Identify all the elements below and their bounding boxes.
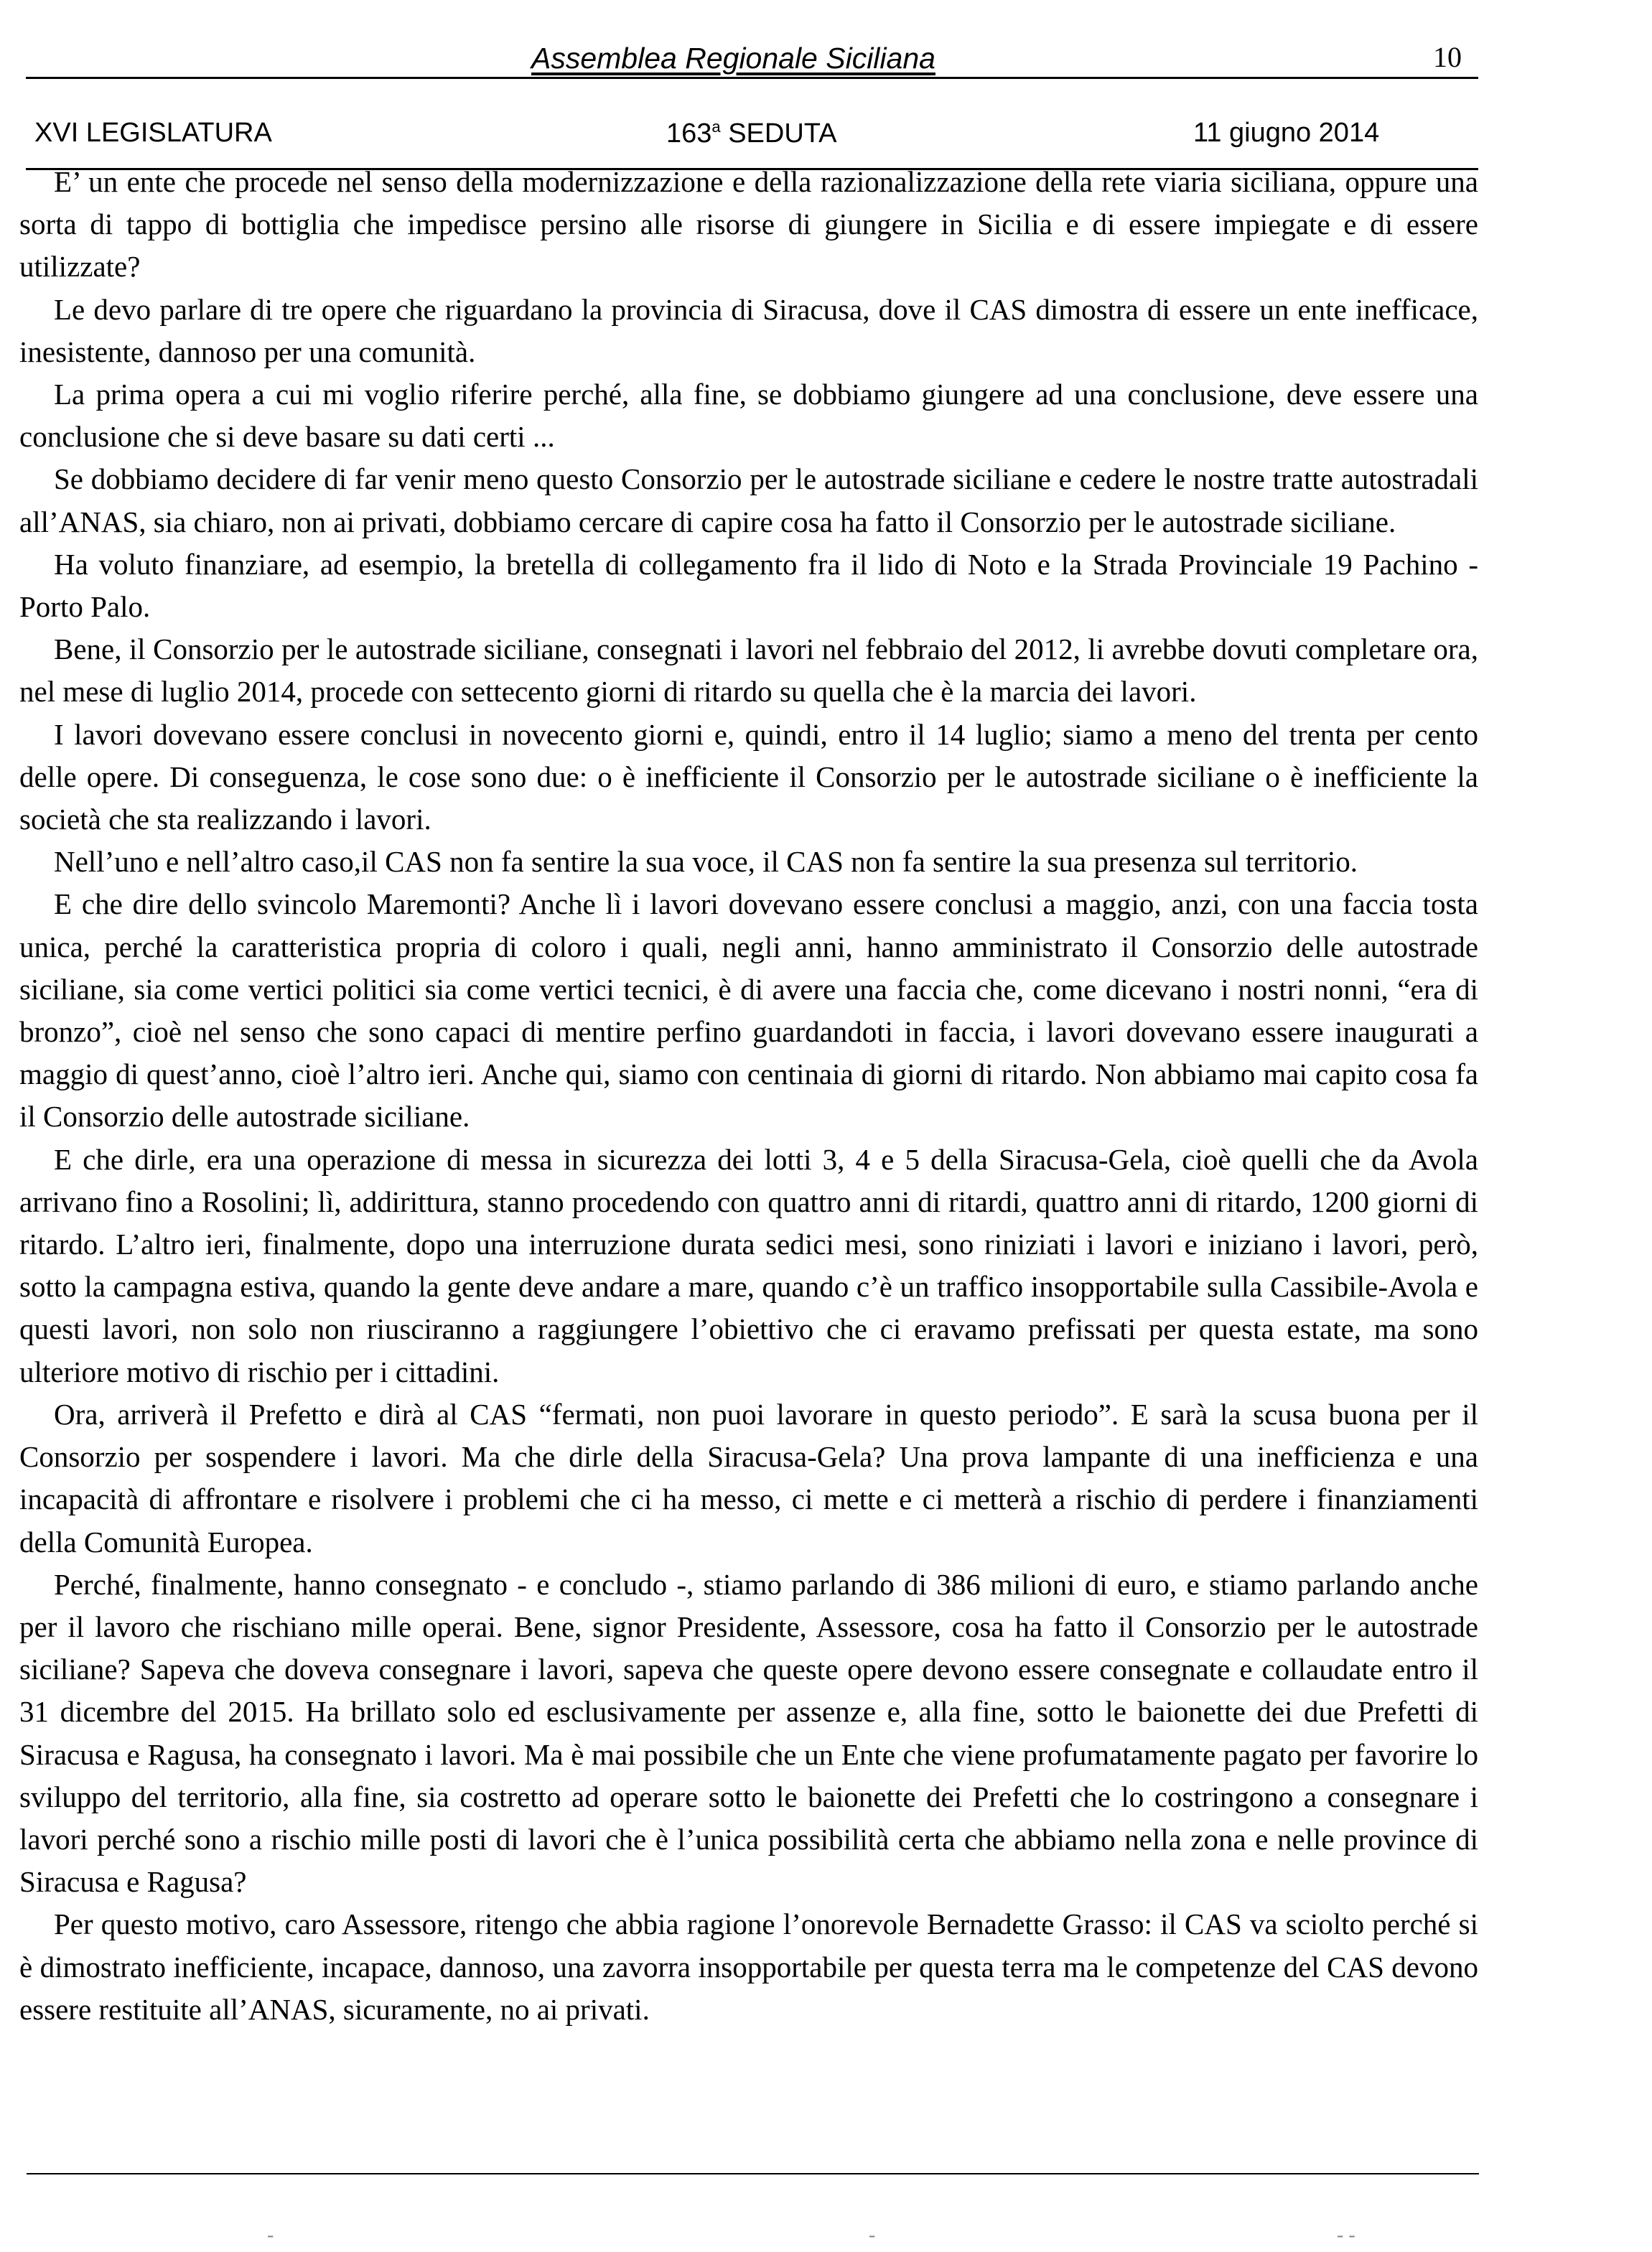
paragraph: Le devo parlare di tre opere che riguardano la provincia di Siracusa, dove il CAS dimostra di essere un ente inefficace, inesistente, dannoso per una comunità. (19, 292, 1478, 368)
paragraph: E’ un ente che procede nel senso della modernizzazione e della razionalizzazione della rete viaria siciliana, oppure una sorta di tappo di bottiglia che impedisce persino alle risorse di giungere in Sicilia e di essere impiegate e di essere utilizzate? (19, 165, 1478, 284)
assembly-title: Assemblea Regionale Siciliana (531, 42, 935, 75)
transcript-body (19, 161, 1478, 2031)
session-date: 11 giugno 2014 (1193, 118, 1380, 148)
seduta-word: SEDUTA (720, 118, 837, 149)
seduta-label (666, 118, 837, 149)
paragraph: Ha voluto finanziare, ad esempio, la bretella di collegamento fra il lido di Noto e la Strada Provinciale 19 Pachino - Porto Palo. (19, 547, 1478, 624)
paragraph: Ora, arriverà il Prefetto e dirà al CAS “fermati, non puoi lavorare in questo periodo”. E sarà la scusa buona per il Consorzio per sospendere i lavori. Ma che dirle della Siracusa-Gela? Una prova lampante di una inefficienza e una incapacità di affrontare e risolvere i problemi che ci ha messo, ci mette e ci metterà a rischio di perdere i finanziamenti della Comunità Europea. (19, 1397, 1478, 1559)
footer-mark: - - (1337, 2224, 1355, 2246)
paragraph: I lavori dovevano essere conclusi in novecento giorni e, quindi, entro il 14 luglio; siamo a meno del trenta per cento delle opere. Di conseguenza, le cose sono due: o è inefficiente il Consorzio per le autostrade siciliane o è inefficiente la società che sta realizzando i lavori. (19, 717, 1478, 836)
header-rule (26, 77, 1478, 79)
paragraph: E che dire dello svincolo Maremonti? Anche lì i lavori dovevano essere conclusi a maggio, anzi, con una faccia tosta unica, perché la caratteristica propria di coloro i quali, negli anni, hanno amministrato il Consorzio delle autostrade siciliane, sia come vertici politici sia come vertici tecnici, è di avere una faccia che, come dicevano i nostri nonni, “era di bronzo”, cioè nel senso che sono capaci di mentire perfino guardandoti in faccia, i lavori dovevano essere inaugurati a maggio di quest’anno, cioè l’altro ieri. Anche qui, siamo con centinaia di giorni di ritardo. Non abbiamo mai capito cosa fa il Consorzio delle autostrade siciliane. (19, 887, 1478, 1134)
paragraph: E che dirle, era una operazione di messa in sicurezza dei lotti 3, 4 e 5 della Siracusa-Gela, cioè quelli che da Avola arrivano fino a Rosolini; lì, addirittura, stanno procedendo con quattro anni di ritardi, quattro anni di ritardo, 1200 giorni di ritardo. L’altro ieri, finalmente, dopo una interruzione durata sedici mesi, sono riniziati i lavori e iniziano i lavori, però, sotto la campagna estiva, quando la gente deve andare a mare, quando c’è un traffico insopportabile sulla Cassibile-Avola e questi lavori, non solo non riusciranno a raggiungere l’obiettivo che ci eravamo prefissati per questa estate, ma sono ulteriore motivo di rischio per i cittadini. (19, 1142, 1478, 1388)
seduta-number: 163 (666, 118, 712, 149)
footer-mark: - (267, 2224, 274, 2246)
paragraph: Se dobbiamo decidere di far venir meno questo Consorzio per le autostrade siciliane e cedere le nostre tratte autostradali all’ANAS, sia chiaro, non ai privati, dobbiamo cercare di capire cosa ha fatto il Consorzio per le autostrade siciliane. (19, 462, 1478, 538)
footer-mark: - (869, 2224, 876, 2246)
paragraph: La prima opera a cui mi voglio riferire perché, alla fine, se dobbiamo giungere ad una conclusione, deve essere una conclusione che si deve basare su dati certi ... (19, 378, 1478, 454)
page-number: 10 (1433, 41, 1462, 73)
legislatura-label: XVI LEGISLATURA (34, 118, 272, 148)
paragraph: Perché, finalmente, hanno consegnato - e concludo -, stiamo parlando di 386 milioni di euro, e stiamo parlando anche per il lavoro che rischiano mille operai. Bene, signor Presidente, Assessore, cosa ha fatto il Consorzio per le autostrade siciliane? Sapeva che doveva consegnare i lavori, sapeva che queste opere devono essere consegnate e collaudate entro il 31 dicembre del 2015. Ha brillato solo ed esclusivamente per assenze e, alla fine, sotto le baionette dei due Prefetti di Siracusa e Ragusa, ha consegnato i lavori. Ma è mai possibile che un Ente che viene profumatamente pagato per favorire lo sviluppo del territorio, alla fine, sia costretto ad operare sotto le baionette dei Prefetti che lo costringono a consegnare i lavori perché sono a rischio mille posti di lavori che è l’unica possibilità certa che abbiamo nella zona e nelle province di Siracusa e Ragusa? (19, 1567, 1478, 1899)
paragraph: Bene, il Consorzio per le autostrade siciliane, consegnati i lavori nel febbraio del 2012, li avrebbe dovuti completare ora, nel mese di luglio 2014, procede con settecento giorni di ritardo su quella che è la marcia dei lavori. (19, 632, 1478, 709)
paragraph: Nell’uno e nell’altro caso,il CAS non fa sentire la sua voce, il CAS non fa sentire la sua presenza sul territorio. (54, 845, 1358, 879)
footer-rule (27, 2173, 1479, 2174)
paragraph: Per questo motivo, caro Assessore, ritengo che abbia ragione l’onorevole Bernadette Grasso: il CAS va sciolto perché si è dimostrato inefficiente, incapace, dannoso, una zavorra insopportabile per questa terra ma le competenze del CAS devono essere restituite all’ANAS, sicuramente, no ai privati. (19, 1907, 1478, 2026)
seduta-superscript: a (711, 118, 721, 136)
